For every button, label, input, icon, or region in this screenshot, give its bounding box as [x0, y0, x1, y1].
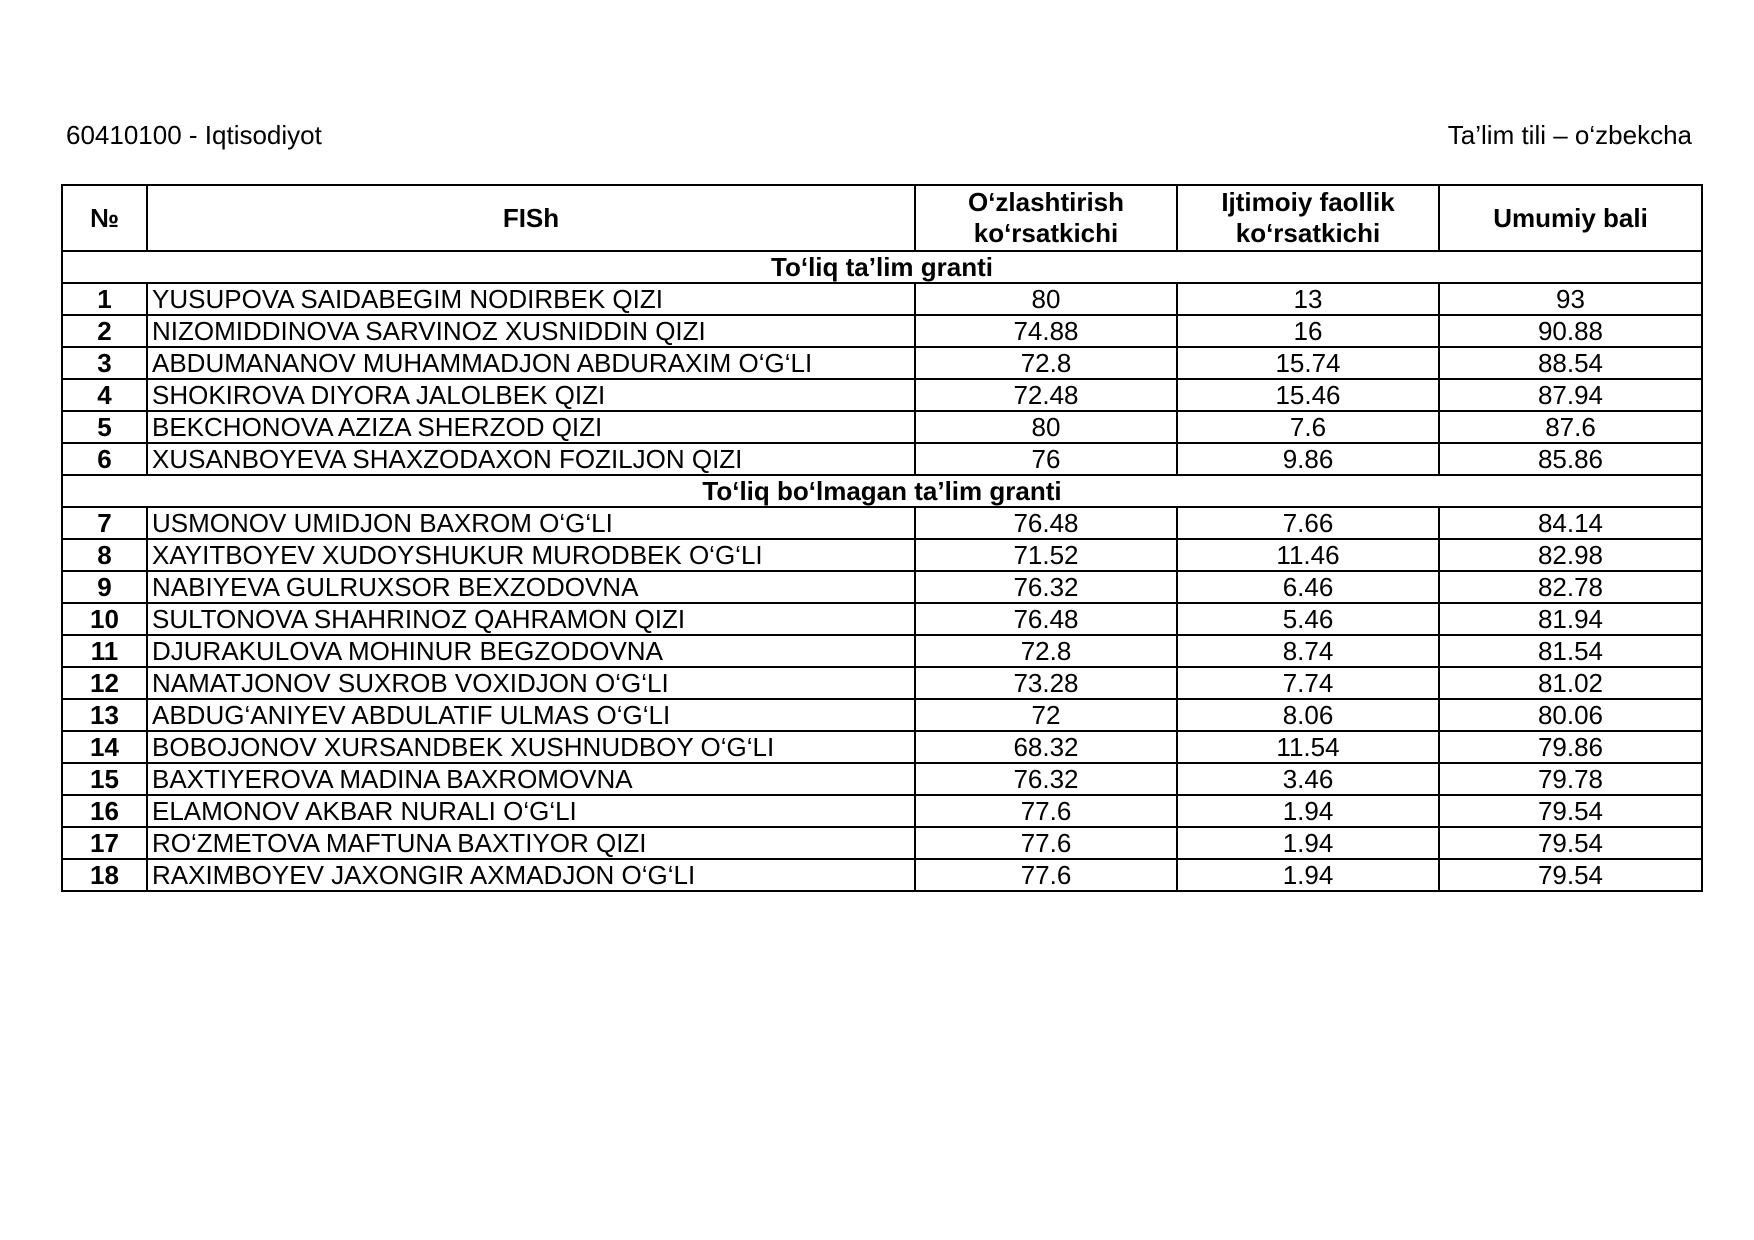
student-name: NABIYEVA GULRUXSOR BEXZODOVNA: [147, 571, 915, 603]
section-title: To‘liq bo‘lmagan ta’lim granti: [62, 475, 1702, 507]
table-body: [62, 251, 1702, 891]
student-name: XUSANBOYEVA SHAXZODAXON FOZILJON QIZI: [147, 443, 915, 475]
student-name: ABDUMANANOV MUHAMMADJON ABDURAXIM O‘G‘LI: [147, 347, 915, 379]
total-score: 82.78: [1439, 571, 1702, 603]
row-number: 6: [62, 443, 147, 475]
column-header-name: FISh: [147, 185, 915, 251]
social-activity-score: 5.46: [1177, 603, 1439, 635]
row-number: 18: [62, 859, 147, 891]
total-score: 79.54: [1439, 827, 1702, 859]
total-score: 79.54: [1439, 859, 1702, 891]
row-number: 14: [62, 731, 147, 763]
row-number: 15: [62, 763, 147, 795]
column-header-number: №: [62, 185, 147, 251]
total-score: 79.78: [1439, 763, 1702, 795]
social-activity-score: 1.94: [1177, 859, 1439, 891]
row-number: 9: [62, 571, 147, 603]
social-activity-score: 1.94: [1177, 795, 1439, 827]
row-number: 5: [62, 411, 147, 443]
social-activity-score: 9.86: [1177, 443, 1439, 475]
social-activity-score: 3.46: [1177, 763, 1439, 795]
table-row: [62, 731, 1702, 763]
total-score: 79.54: [1439, 795, 1702, 827]
language-label: Ta’lim tili – o‘zbekcha: [1447, 120, 1692, 150]
mastery-score: 72: [915, 699, 1177, 731]
program-title: 60410100 - Iqtisodiyot: [66, 120, 322, 150]
row-number: 10: [62, 603, 147, 635]
row-number: 8: [62, 539, 147, 571]
table-row: [62, 443, 1702, 475]
row-number: 11: [62, 635, 147, 667]
table-row: [62, 571, 1702, 603]
mastery-score: 80: [915, 283, 1177, 315]
student-name: YUSUPOVA SAIDABEGIM NODIRBEK QIZI: [147, 283, 915, 315]
total-score: 84.14: [1439, 507, 1702, 539]
total-score: 88.54: [1439, 347, 1702, 379]
total-score: 81.02: [1439, 667, 1702, 699]
total-score: 90.88: [1439, 315, 1702, 347]
table-row: [62, 859, 1702, 891]
social-activity-score: 16: [1177, 315, 1439, 347]
column-header-social: Ijtimoiy faollik ko‘rsatkichi: [1177, 185, 1439, 251]
student-name: NAMATJONOV SUXROB VOXIDJON O‘G‘LI: [147, 667, 915, 699]
table-header-row: [62, 185, 1702, 251]
row-number: 3: [62, 347, 147, 379]
section-row: [62, 475, 1702, 507]
row-number: 4: [62, 379, 147, 411]
total-score: 93: [1439, 283, 1702, 315]
row-number: 12: [62, 667, 147, 699]
mastery-score: 76: [915, 443, 1177, 475]
student-name: RAXIMBOYEV JAXONGIR AXMADJON O‘G‘LI: [147, 859, 915, 891]
social-activity-score: 15.46: [1177, 379, 1439, 411]
student-name: BEKCHONOVA AZIZA SHERZOD QIZI: [147, 411, 915, 443]
table-row: [62, 315, 1702, 347]
mastery-score: 76.48: [915, 603, 1177, 635]
student-name: USMONOV UMIDJON BAXROM O‘G‘LI: [147, 507, 915, 539]
student-name: RO‘ZMETOVA MAFTUNA BAXTIYOR QIZI: [147, 827, 915, 859]
social-activity-score: 13: [1177, 283, 1439, 315]
total-score: 85.86: [1439, 443, 1702, 475]
student-name: SHOKIROVA DIYORA JALOLBEK QIZI: [147, 379, 915, 411]
row-number: 17: [62, 827, 147, 859]
mastery-score: 76.32: [915, 571, 1177, 603]
mastery-score: 76.32: [915, 763, 1177, 795]
mastery-score: 72.8: [915, 635, 1177, 667]
mastery-score: 72.8: [915, 347, 1177, 379]
table-row: [62, 827, 1702, 859]
student-name: ABDUG‘ANIYEV ABDULATIF ULMAS O‘G‘LI: [147, 699, 915, 731]
table-row: [62, 347, 1702, 379]
social-activity-score: 7.66: [1177, 507, 1439, 539]
table-row: [62, 379, 1702, 411]
table-row: [62, 283, 1702, 315]
mastery-score: 77.6: [915, 827, 1177, 859]
student-name: BAXTIYEROVA MADINA BAXROMOVNA: [147, 763, 915, 795]
table-row: [62, 667, 1702, 699]
social-activity-score: 6.46: [1177, 571, 1439, 603]
social-activity-score: 8.74: [1177, 635, 1439, 667]
row-number: 1: [62, 283, 147, 315]
mastery-score: 73.28: [915, 667, 1177, 699]
social-activity-score: 15.74: [1177, 347, 1439, 379]
section-row: [62, 251, 1702, 283]
social-activity-score: 8.06: [1177, 699, 1439, 731]
social-activity-score: 11.54: [1177, 731, 1439, 763]
total-score: 79.86: [1439, 731, 1702, 763]
mastery-score: 76.48: [915, 507, 1177, 539]
mastery-score: 71.52: [915, 539, 1177, 571]
mastery-score: 72.48: [915, 379, 1177, 411]
table-row: [62, 603, 1702, 635]
table-row: [62, 507, 1702, 539]
row-number: 7: [62, 507, 147, 539]
column-header-total: Umumiy bali: [1439, 185, 1702, 251]
table-row: [62, 699, 1702, 731]
table-row: [62, 635, 1702, 667]
total-score: 87.6: [1439, 411, 1702, 443]
total-score: 82.98: [1439, 539, 1702, 571]
student-name: XAYITBOYEV XUDOYSHUKUR MURODBEK O‘G‘LI: [147, 539, 915, 571]
student-name: DJURAKULOVA MOHINUR BEGZODOVNA: [147, 635, 915, 667]
table-row: [62, 795, 1702, 827]
mastery-score: 80: [915, 411, 1177, 443]
mastery-score: 68.32: [915, 731, 1177, 763]
row-number: 2: [62, 315, 147, 347]
student-name: ELAMONOV AKBAR NURALI O‘G‘LI: [147, 795, 915, 827]
row-number: 13: [62, 699, 147, 731]
results-table: [61, 184, 1703, 892]
table-row: [62, 411, 1702, 443]
student-name: NIZOMIDDINOVA SARVINOZ XUSNIDDIN QIZI: [147, 315, 915, 347]
column-header-mastery: O‘zlashtirish ko‘rsatkichi: [915, 185, 1177, 251]
mastery-score: 77.6: [915, 795, 1177, 827]
social-activity-score: 1.94: [1177, 827, 1439, 859]
social-activity-score: 7.74: [1177, 667, 1439, 699]
social-activity-score: 11.46: [1177, 539, 1439, 571]
table-row: [62, 763, 1702, 795]
mastery-score: 77.6: [915, 859, 1177, 891]
total-score: 81.94: [1439, 603, 1702, 635]
total-score: 81.54: [1439, 635, 1702, 667]
row-number: 16: [62, 795, 147, 827]
student-name: SULTONOVA SHAHRINOZ QAHRAMON QIZI: [147, 603, 915, 635]
table-row: [62, 539, 1702, 571]
social-activity-score: 7.6: [1177, 411, 1439, 443]
mastery-score: 74.88: [915, 315, 1177, 347]
section-title: To‘liq ta’lim granti: [62, 251, 1702, 283]
total-score: 80.06: [1439, 699, 1702, 731]
total-score: 87.94: [1439, 379, 1702, 411]
student-name: BOBOJONOV XURSANDBEK XUSHNUDBOY O‘G‘LI: [147, 731, 915, 763]
